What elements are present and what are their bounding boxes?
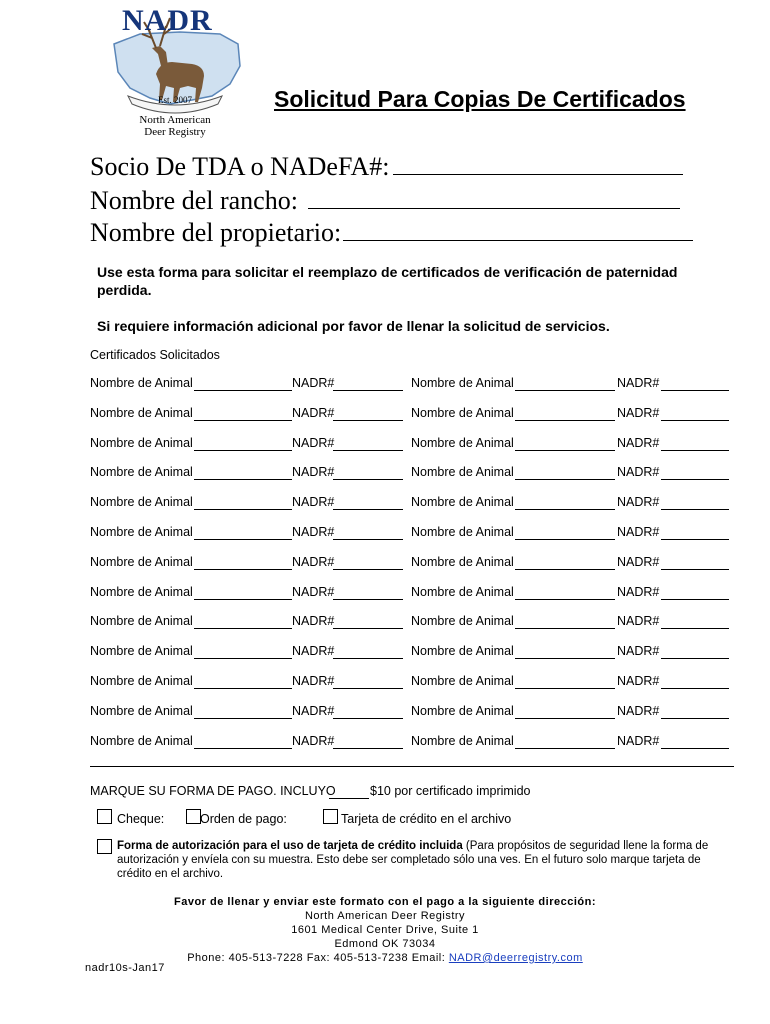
right-animal-label: Nombre de Animal [411,674,514,688]
payment-price: $10 por certificado imprimido [370,784,531,798]
right-animal-label: Nombre de Animal [411,495,514,509]
card-authorization-note-1: (Para propósitos de seguridad llene la forma de [462,840,709,852]
right-nadr-label: NADR# [617,704,660,718]
left-animal-label: Nombre de Animal [90,406,193,420]
right-nadr-label: NADR# [617,465,660,479]
left-nadr-input[interactable] [333,747,403,749]
left-animal-label: Nombre de Animal [90,376,193,390]
left-nadr-label: NADR# [292,406,335,420]
ranch-name-line[interactable] [308,184,680,209]
logo-name-line2: Deer Registry [144,126,206,138]
left-animal-label: Nombre de Animal [90,644,193,658]
right-nadr-input[interactable] [661,627,729,629]
right-animal-label: Nombre de Animal [411,376,514,390]
left-nadr-label: NADR# [292,704,335,718]
right-animal-label: Nombre de Animal [411,614,514,628]
right-animal-label: Nombre de Animal [411,436,514,450]
card-authorization-bold: Forma de autorización para el uso de tarjeta de crédito incluida [117,840,463,852]
cheque-label: Cheque: [117,812,165,826]
right-animal-input[interactable] [515,717,615,719]
left-animal-input[interactable] [194,627,292,629]
payment-count-line[interactable] [329,797,369,799]
card-on-file-label: Tarjeta de crédito en el archivo [341,812,512,826]
right-nadr-input[interactable] [661,449,729,451]
member-number-field [90,150,683,182]
left-nadr-label: NADR# [292,644,335,658]
member-number-label: Socio De TDA o NADeFA#: [90,152,390,181]
left-nadr-label: NADR# [292,674,335,688]
card-authorization-text [117,839,717,881]
left-nadr-label: NADR# [292,555,335,569]
right-animal-input[interactable] [515,747,615,749]
right-animal-input[interactable] [515,538,615,540]
right-animal-input[interactable] [515,449,615,451]
left-animal-input[interactable] [194,687,292,689]
right-nadr-label: NADR# [617,436,660,450]
cheque-checkbox[interactable] [97,809,112,824]
left-nadr-input[interactable] [333,657,403,659]
right-nadr-label: NADR# [617,734,660,748]
left-nadr-input[interactable] [333,627,403,629]
right-nadr-label: NADR# [617,644,660,658]
left-nadr-input[interactable] [333,419,403,421]
left-nadr-input[interactable] [333,389,403,391]
logo-name-line1: North American [139,114,211,126]
right-nadr-label: NADR# [617,376,660,390]
owner-name-label: Nombre del propietario: [90,218,342,247]
left-nadr-label: NADR# [292,465,335,479]
owner-name-line[interactable] [343,216,693,241]
right-nadr-input[interactable] [661,389,729,391]
left-nadr-label: NADR# [292,525,335,539]
left-animal-input[interactable] [194,657,292,659]
left-animal-input[interactable] [194,747,292,749]
left-animal-input[interactable] [194,478,292,480]
left-nadr-input[interactable] [333,449,403,451]
form-code: nadr10s-Jan17 [85,962,165,974]
card-on-file-checkbox[interactable] [323,809,338,824]
left-animal-input[interactable] [194,568,292,570]
left-animal-label: Nombre de Animal [90,614,193,628]
right-nadr-input[interactable] [661,747,729,749]
owner-name-field [90,216,693,248]
right-nadr-input[interactable] [661,478,729,480]
left-animal-input[interactable] [194,389,292,391]
left-animal-label: Nombre de Animal [90,555,193,569]
left-animal-label: Nombre de Animal [90,674,193,688]
right-animal-input[interactable] [515,657,615,659]
ranch-name-field [90,184,680,216]
right-animal-input[interactable] [515,389,615,391]
right-nadr-input[interactable] [661,598,729,600]
right-animal-input[interactable] [515,598,615,600]
card-authorization-checkbox[interactable] [97,839,112,854]
footer-instruction: Favor de llenar y enviar este formato con el pago a la siguiente dirección: [173,896,596,908]
left-animal-input[interactable] [194,598,292,600]
left-animal-input[interactable] [194,419,292,421]
requested-certificates-label: Certificados Solicitados [90,348,220,362]
left-nadr-input[interactable] [333,478,403,480]
left-nadr-input[interactable] [333,538,403,540]
right-animal-label: Nombre de Animal [411,555,514,569]
left-nadr-input[interactable] [333,687,403,689]
left-nadr-label: NADR# [292,376,335,390]
right-animal-input[interactable] [515,508,615,510]
footer-phone-fax: Phone: 405-513-7228 Fax: 405-513-7238 Email: [187,952,449,964]
right-animal-label: Nombre de Animal [411,734,514,748]
left-nadr-label: NADR# [292,734,335,748]
right-animal-input[interactable] [515,568,615,570]
member-number-line[interactable] [393,150,683,175]
right-nadr-label: NADR# [617,585,660,599]
left-nadr-input[interactable] [333,508,403,510]
left-animal-input[interactable] [194,449,292,451]
right-animal-label: Nombre de Animal [411,406,514,420]
right-nadr-label: NADR# [617,495,660,509]
payment-label: MARQUE SU FORMA DE PAGO. INCLUYO [90,784,336,798]
right-nadr-label: NADR# [617,525,660,539]
left-nadr-label: NADR# [292,495,335,509]
logo-est: Est. 2007 [157,95,192,105]
right-nadr-input[interactable] [661,687,729,689]
left-nadr-label: NADR# [292,614,335,628]
left-animal-label: Nombre de Animal [90,704,193,718]
right-nadr-input[interactable] [661,538,729,540]
left-animal-input[interactable] [194,538,292,540]
card-authorization-note-3: crédito en el archivo. [117,868,224,880]
left-animal-label: Nombre de Animal [90,465,193,479]
card-authorization-note-2: autorización y envíela con su muestra. Esto debe ser completado sólo una ves. En el futuro solo marque tarjeta de [117,854,701,866]
instruction-replace: Use esta forma para solicitar el reemplazo de certificados de verificación de paternidad perdida. [97,264,678,298]
right-nadr-label: NADR# [617,674,660,688]
left-nadr-input[interactable] [333,568,403,570]
left-animal-label: Nombre de Animal [90,436,193,450]
section-divider [90,766,734,767]
money-order-label: Orden de pago: [200,812,287,826]
right-nadr-input[interactable] [661,657,729,659]
right-animal-label: Nombre de Animal [411,585,514,599]
left-animal-input[interactable] [194,717,292,719]
instruction-services: Si requiere información adicional por favor de llenar la solicitud de servicios. [97,318,610,334]
left-nadr-label: NADR# [292,436,335,450]
right-nadr-input[interactable] [661,508,729,510]
form-title: Solicitud Para Copias De Certificados [274,86,686,112]
nadr-logo [100,4,250,144]
left-animal-label: Nombre de Animal [90,734,193,748]
footer-street: 1601 Medical Center Drive, Suite 1 [291,924,479,936]
right-nadr-label: NADR# [617,555,660,569]
right-nadr-label: NADR# [617,614,660,628]
footer-city: Edmond OK 73034 [334,938,436,950]
footer-email-link[interactable]: NADR@deerregistry.com [448,952,583,964]
left-nadr-label: NADR# [292,585,335,599]
right-animal-input[interactable] [515,687,615,689]
right-animal-label: Nombre de Animal [411,644,514,658]
right-animal-label: Nombre de Animal [411,704,514,718]
footer-org: North American Deer Registry [304,910,466,922]
money-order-checkbox[interactable] [186,809,201,824]
right-nadr-label: NADR# [617,406,660,420]
left-animal-input[interactable] [194,508,292,510]
logo-brand: NADR [122,4,213,37]
right-nadr-input[interactable] [661,568,729,570]
right-animal-input[interactable] [515,478,615,480]
left-animal-label: Nombre de Animal [90,495,193,509]
left-nadr-input[interactable] [333,598,403,600]
right-animal-label: Nombre de Animal [411,465,514,479]
left-nadr-input[interactable] [333,717,403,719]
right-animal-input[interactable] [515,627,615,629]
left-animal-label: Nombre de Animal [90,525,193,539]
right-nadr-input[interactable] [661,419,729,421]
right-nadr-input[interactable] [661,717,729,719]
right-animal-input[interactable] [515,419,615,421]
left-animal-label: Nombre de Animal [90,585,193,599]
right-animal-label: Nombre de Animal [411,525,514,539]
ranch-name-label: Nombre del rancho: [90,186,298,215]
